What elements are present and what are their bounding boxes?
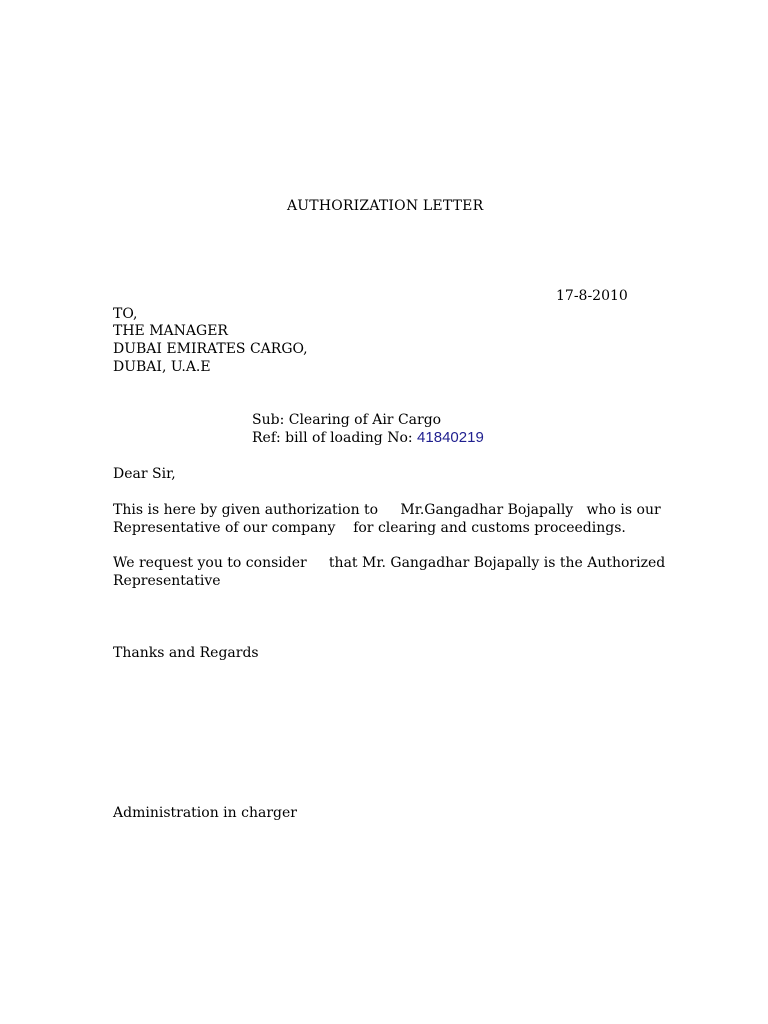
reference-line [252, 429, 484, 447]
letter-title: AUTHORIZATION LETTER [287, 198, 484, 214]
letter-date: 17-8-2010 [556, 288, 628, 304]
recipient-line-1: THE MANAGER [113, 323, 228, 339]
paragraph-2-line-1: We request you to consider that Mr. Gangadhar Bojapally is the Authorized [113, 555, 666, 571]
reference-number: 41840219 [417, 429, 484, 446]
recipient-to: TO, [113, 306, 138, 322]
signature-title: Administration in charger [113, 805, 297, 821]
paragraph-1-line-1: This is here by given authorization to Mr.Gangadhar Bojapally who is our [113, 502, 661, 518]
recipient-line-2: DUBAI EMIRATES CARGO, [113, 341, 308, 357]
paragraph-authorization [113, 501, 661, 537]
closing: Thanks and Regards [113, 645, 259, 661]
reference-label: Ref: bill of loading No: [252, 430, 418, 446]
recipient-line-3: DUBAI, U.A.E [113, 359, 211, 375]
salutation: Dear Sir, [113, 466, 176, 482]
paragraph-1-line-2: Representative of our company for clearing and customs proceedings. [113, 520, 626, 536]
paragraph-2-line-2: Representative [113, 573, 221, 589]
paragraph-request [113, 554, 666, 590]
subject-line: Sub: Clearing of Air Cargo [252, 412, 442, 428]
